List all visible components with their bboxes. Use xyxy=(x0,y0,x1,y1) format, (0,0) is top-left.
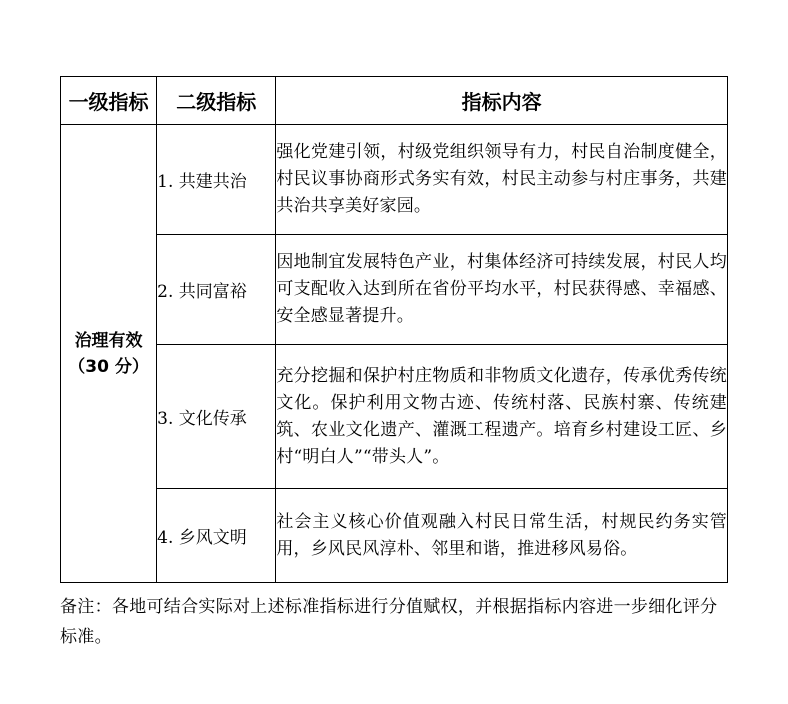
table-row xyxy=(61,489,728,583)
primary-indicator-cell xyxy=(61,125,157,583)
secondary-indicator-cell: 4. 乡风文明 xyxy=(157,489,276,583)
secondary-indicator-cell: 1. 共建共治 xyxy=(157,125,276,235)
secondary-indicator-cell: 3. 文化传承 xyxy=(157,345,276,489)
indicator-content-cell: 充分挖掘和保护村庄物质和非物质文化遗存，传承优秀传统文化。保护利用文物古迹、传统村落、民族村寨、传统建筑、农业文化遗产、灌溉工程遗产。培育乡村建设工匠、乡村“明白人”“带头人”。 xyxy=(276,345,728,489)
primary-indicator-score: （30 分） xyxy=(68,356,149,377)
table-row xyxy=(61,345,728,489)
indicator-table xyxy=(60,76,728,583)
table-note: 备注：各地可结合实际对上述标准指标进行分值赋权，并根据指标内容进一步细化评分标准。 xyxy=(60,597,718,647)
indicator-content-cell: 社会主义核心价值观融入村民日常生活，村规民约务实管用，乡风民风淳朴、邻里和谐，推进移风易俗。 xyxy=(276,489,728,583)
indicator-content-cell: 因地制宜发展特色产业，村集体经济可持续发展，村民人均可支配收入达到所在省份平均水平，村民获得感、幸福感、安全感显著提升。 xyxy=(276,235,728,345)
indicator-content-cell: 强化党建引领，村级党组织领导有力，村民自治制度健全，村民议事协商形式务实有效，村民主动参与村庄事务，共建共治共享美好家园。 xyxy=(276,125,728,235)
primary-indicator-name: 治理有效 xyxy=(74,330,143,351)
header-indicator-content: 指标内容 xyxy=(276,77,728,125)
header-primary-indicator: 一级指标 xyxy=(61,77,157,125)
indicator-table-container xyxy=(60,76,728,583)
table-row xyxy=(61,235,728,345)
table-row xyxy=(61,125,728,235)
header-secondary-indicator: 二级指标 xyxy=(157,77,276,125)
secondary-indicator-cell: 2. 共同富裕 xyxy=(157,235,276,345)
table-header-row xyxy=(61,77,728,125)
